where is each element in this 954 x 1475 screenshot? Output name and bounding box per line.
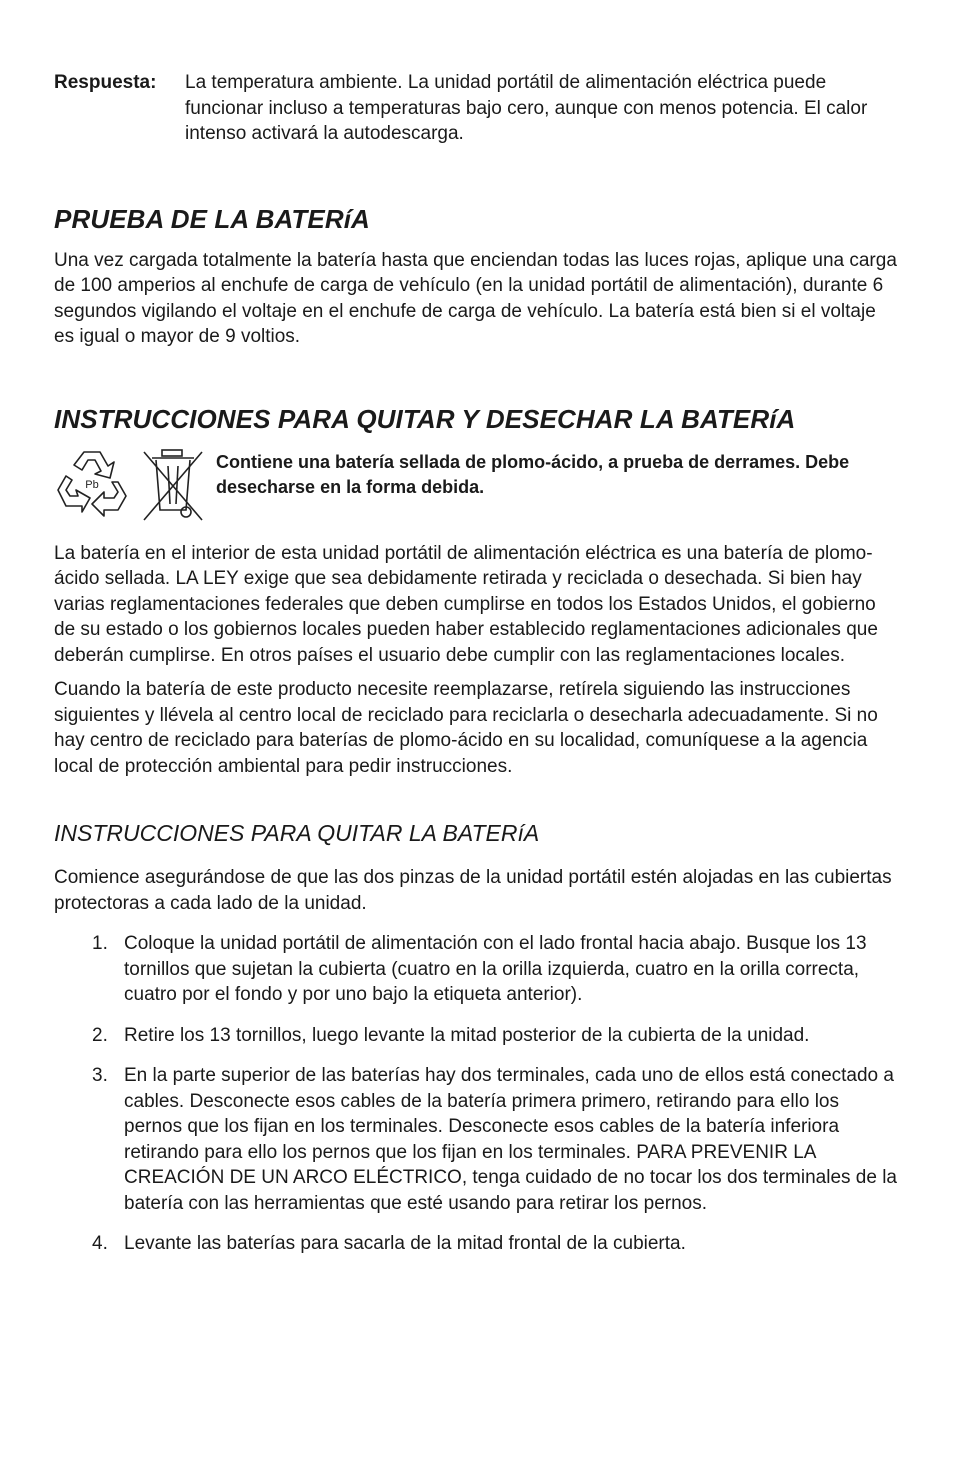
removal-step <box>54 1231 899 1257</box>
removal-step <box>54 931 899 1008</box>
step-text: Levante las baterías para sacarla de la mitad frontal de la cubierta. <box>124 1233 686 1254</box>
step-text: Retire los 13 tornillos, luego levante la mitad posterior de la cubierta de la unidad. <box>124 1024 810 1046</box>
step-text: En la parte superior de las baterías hay dos terminales, cada uno de ellos está conectado a cables. Desconecte esos cables de la batería primera primero, retirando para ello los pernos que los fijan en los terminales. Desconecte esos cables de la batería inferiora retirando para ello los pernos que los fijan en los terminales. PARA PREVENIR LA CREACIÓN DE UN ARCO ELÉCTRICO, tenga cuidado de no tocar los dos terminales de la batería con las herramientas que esté usando para retirar los pernos. <box>124 1065 897 1214</box>
disposal-paragraph-1: La batería en el interior de esta unidad portátil de alimentación eléctrica es una batería de plomo-ácido sellada. LA LEY exige que sea debidamente retirada y reciclada o desechada. Si bien hay varias reglamentaciones federales que deben cumplirse en todos los Estados Unidos, el gobierno de su estado o los gobiernos locales pueden haber establecido reglamentaciones adicionales que deberán cumplirse. En otros países el usuario debe cumplir con las reglamentaciones locales. <box>54 542 878 666</box>
answer-text: La temperatura ambiente. La unidad portátil de alimentación eléctrica puede funcionar incluso a temperaturas bajo cero, aunque con menos potencia. El calor intenso activará la autodescarga. <box>185 72 868 144</box>
removal-step <box>54 1063 899 1216</box>
crossed-bin-icon <box>138 446 208 524</box>
removal-step <box>54 1023 899 1049</box>
step-number: 1. <box>92 933 108 954</box>
removal-intro: Comience asegurándose de que las dos pinzas de la unidad portátil estén alojadas en las cubiertas protectoras a cada lado de la unidad. <box>54 867 892 914</box>
disposal-paragraph-2: Cuando la batería de este producto necesite reemplazarse, retírela siguiendo las instrucciones siguientes y llévela al centro local de reciclado para reciclarla o desecharla adecuadamente. Si no hay centro de reciclado para baterías de plomo-ácido en su localidad, comuníquese a la agencia local de protección ambiental para pedir instrucciones. <box>54 679 878 777</box>
disposal-heading: INSTRUCCIONES PARA QUITAR Y DESECHAR LA BATERíA <box>54 403 796 434</box>
step-number: 3. <box>92 1065 108 1086</box>
manual-page <box>54 70 899 1257</box>
disposal-notice <box>54 446 899 524</box>
removal-heading: INSTRUCCIONES PARA QUITAR LA BATERíA <box>54 820 540 846</box>
step-number: 4. <box>92 1233 108 1254</box>
battery-test-body: Una vez cargada totalmente la batería hasta que enciendan todas las luces rojas, aplique una carga de 100 amperios al enchufe de carga de vehículo (en la unidad portátil de alimentación), durante 6 segundos vigilando el voltaje en el enchufe de carga de vehículo. La batería está bien si el voltaje es igual o mayor de 9 voltios. <box>54 249 897 347</box>
answer-label: Respuesta: <box>54 72 157 93</box>
recycle-pb-icon <box>54 446 130 518</box>
answer-block <box>54 70 899 147</box>
disposal-notice-text: Contiene una batería sellada de plomo-ácido, a prueba de derrames. Debe desecharse en la forma debida. <box>216 451 850 497</box>
step-number: 2. <box>92 1024 108 1046</box>
step-text: Coloque la unidad portátil de alimentación con el lado frontal hacia abajo. Busque los 13 tornillos que sujetan la cubierta (cuatro en la orilla izquierda, cuatro en la orilla correcta, cuatro por el fondo y por uno bajo la etiqueta anterior). <box>124 933 867 1005</box>
recycle-pb-label: Pb <box>85 478 99 491</box>
removal-steps <box>54 931 899 1257</box>
disposal-icons <box>54 446 216 524</box>
battery-test-heading: PRUEBA DE LA BATERíA <box>54 203 370 234</box>
